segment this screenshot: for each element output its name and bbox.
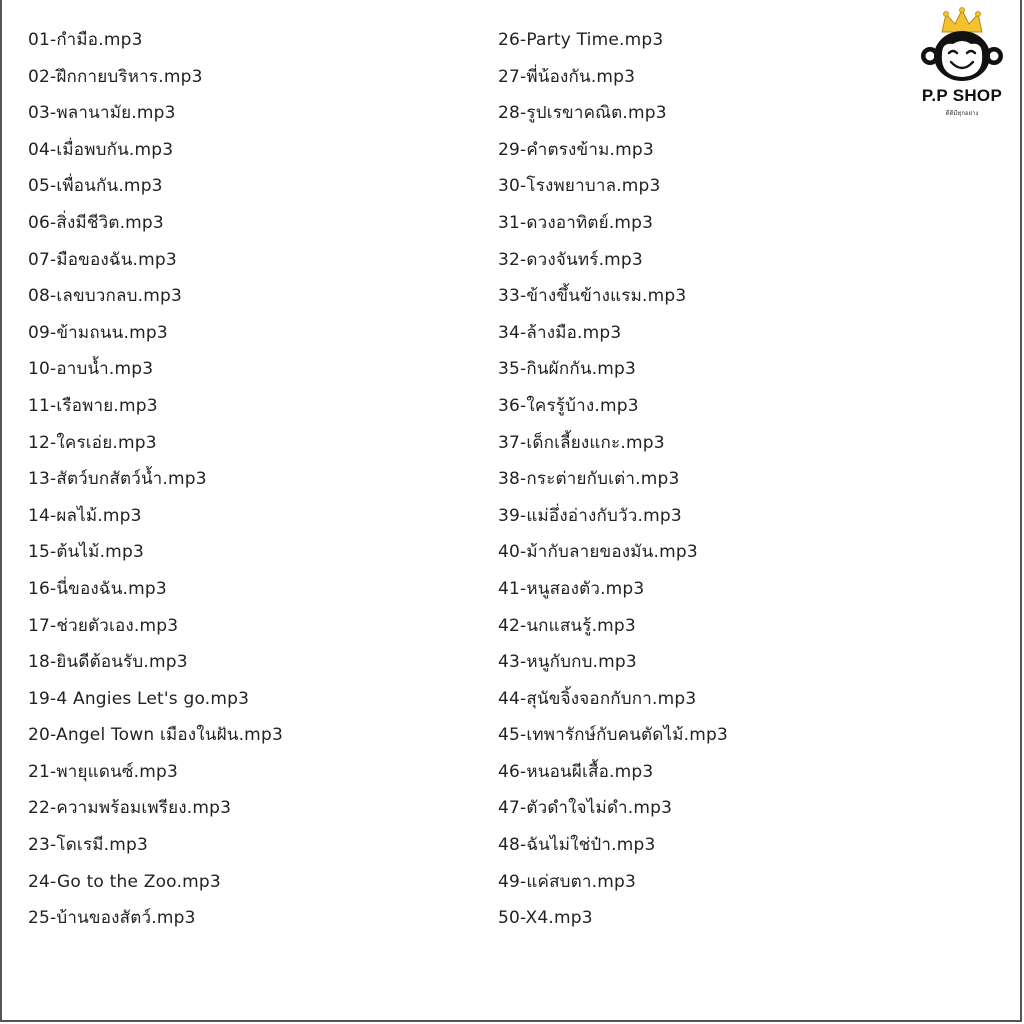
- track-item: 05-เพื่อนกัน.mp3: [28, 176, 163, 197]
- track-item: 28-รูปเรขาคณิต.mp3: [498, 103, 667, 124]
- track-item: 50-X4.mp3: [498, 908, 593, 929]
- track-item: 18-ยินดีต้อนรับ.mp3: [28, 652, 188, 673]
- track-item: 42-นกแสนรู้.mp3: [498, 615, 636, 636]
- track-item: 36-ใครรู้บ้าง.mp3: [498, 395, 639, 416]
- track-item: 33-ข้างขึ้นข้างแรม.mp3: [498, 286, 687, 307]
- track-item: 01-กำมือ.mp3: [28, 30, 143, 50]
- track-item: 37-เด็กเลี้ยงแกะ.mp3: [498, 432, 665, 453]
- track-item: 26-Party Time.mp3: [498, 30, 664, 50]
- track-item: 30-โรงพยาบาล.mp3: [498, 176, 661, 197]
- track-item: 10-อาบน้ำ.mp3: [28, 359, 154, 380]
- track-item: 32-ดวงจันทร์.mp3: [498, 249, 643, 270]
- track-item: 15-ต้นไม้.mp3: [28, 542, 144, 563]
- track-item: 02-ฝึกกายบริหาร.mp3: [28, 66, 203, 87]
- track-item: 27-พี่น้องกัน.mp3: [498, 66, 636, 87]
- track-item: 35-กินผักกัน.mp3: [498, 359, 637, 380]
- track-item: 41-หนูสองตัว.mp3: [498, 578, 645, 599]
- track-item: 17-ช่วยตัวเอง.mp3: [28, 615, 179, 636]
- track-item: 09-ข้ามถนน.mp3: [28, 322, 168, 343]
- track-item: 04-เมื่อพบกัน.mp3: [28, 139, 174, 160]
- monkey-crown-icon: [912, 6, 1012, 86]
- track-item: 03-พลานามัย.mp3: [28, 103, 176, 124]
- track-item: 06-สิ่งมีชีวิต.mp3: [28, 212, 164, 233]
- track-list-right: [498, 22, 728, 937]
- track-item: 46-หนอนผีเสื้อ.mp3: [498, 761, 654, 782]
- track-item: 39-แม่อึ่งอ่างกับวัว.mp3: [498, 505, 682, 526]
- track-item: 16-นี่ของฉัน.mp3: [28, 578, 167, 599]
- track-item: 12-ใครเอ่ย.mp3: [28, 432, 157, 453]
- brand-tagline: ดีดีมีทุกอย่าง: [945, 110, 979, 117]
- track-item: 07-มือของฉัน.mp3: [28, 249, 177, 270]
- track-item: 44-สุนัขจิ้งจอกกับกา.mp3: [498, 688, 697, 709]
- track-item: 40-ม้ากับลายของมัน.mp3: [498, 542, 698, 563]
- track-list-left: [28, 22, 283, 937]
- track-item: 25-บ้านของสัตว์.mp3: [28, 908, 196, 929]
- track-item: 29-คำตรงข้าม.mp3: [498, 139, 654, 160]
- track-item: 43-หนูกับกบ.mp3: [498, 652, 637, 673]
- track-item: 13-สัตว์บกสัตว์น้ำ.mp3: [28, 469, 207, 490]
- track-item: 08-เลขบวกลบ.mp3: [28, 286, 183, 307]
- track-item: 14-ผลไม้.mp3: [28, 505, 142, 526]
- track-item: 20-Angel Town เมืองในฝัน.mp3: [28, 725, 283, 746]
- track-item: 45-เทพารักษ์กับคนตัดไม้.mp3: [498, 725, 729, 746]
- track-item: 48-ฉันไม่ใช่ป๋า.mp3: [498, 835, 656, 856]
- track-item: 24-Go to the Zoo.mp3: [28, 871, 221, 892]
- track-item: 47-ตัวดำใจไม่ดำ.mp3: [498, 798, 673, 819]
- brand-name: P.P SHOP: [921, 86, 1003, 105]
- track-item: 19-4 Angies Let's go.mp3: [28, 688, 250, 709]
- track-item: 38-กระต่ายกับเต่า.mp3: [498, 469, 680, 490]
- track-item: 34-ล้างมือ.mp3: [498, 322, 622, 343]
- track-item: 31-ดวงอาทิตย์.mp3: [498, 212, 654, 233]
- track-item: 21-พายุแดนซ์.mp3: [28, 761, 179, 782]
- track-item: 11-เรือพาย.mp3: [28, 395, 158, 416]
- track-item: 49-แค่สบตา.mp3: [498, 871, 637, 892]
- track-item: 22-ความพร้อมเพรียง.mp3: [28, 798, 232, 819]
- track-item: 23-โดเรมี.mp3: [28, 835, 149, 856]
